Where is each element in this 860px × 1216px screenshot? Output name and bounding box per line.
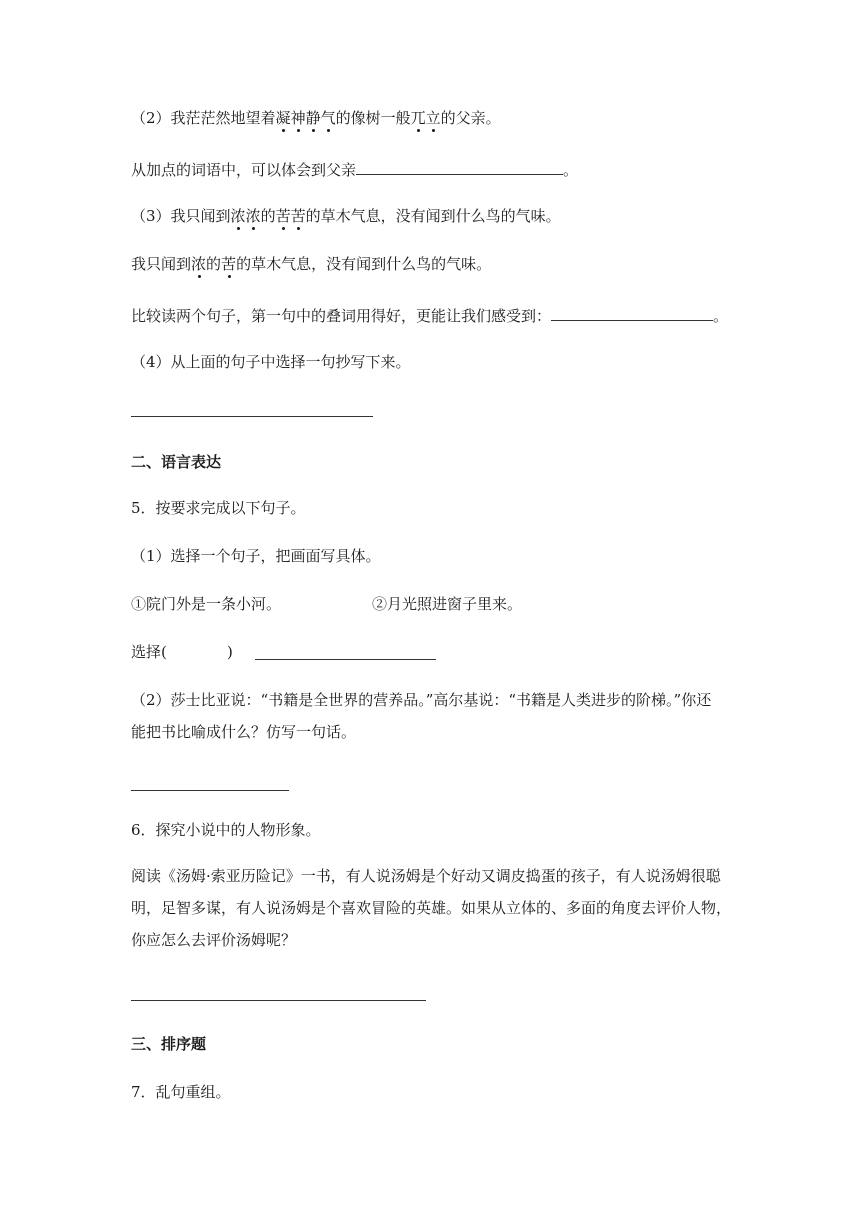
q5-option-1: ①院门外是一条小河。: [131, 595, 282, 613]
q4-2-sentence: [131, 108, 501, 128]
q4-2-text-b: 的像树一般: [335, 109, 411, 127]
dotted-word-ku: 苦: [221, 255, 237, 273]
q4-2-text-a: （2）我茫茫然地望着: [131, 109, 276, 127]
q5-sub1: （1）选择一个句子，把画面写具体。: [131, 547, 381, 565]
dotted-word-wuli: 兀立: [410, 109, 441, 127]
answer-line[interactable]: [131, 790, 289, 791]
answer-line[interactable]: [255, 659, 436, 660]
answer-blank[interactable]: [356, 160, 563, 175]
q6-para-line1: 阅读《汤姆·索亚历险记》一书，有人说汤姆是个好动又调皮捣蛋的孩子，有人说汤姆很聪: [131, 867, 721, 885]
answer-blank[interactable]: [551, 306, 713, 321]
q6-title: 6．探究小说中的人物形象。: [131, 821, 321, 839]
q4-3-2-text-b: 的: [206, 255, 222, 273]
answer-line[interactable]: [131, 416, 373, 417]
section-heading-2: 二、语言表达: [131, 453, 222, 471]
q4-2-prompt-end: 。: [563, 161, 579, 179]
q4-3-prompt-end: 。: [713, 307, 729, 325]
q5-choose-open: 选择(: [131, 643, 167, 661]
q5-option-2: ②月光照进窗子里来。: [372, 595, 523, 613]
q7-title: 7．乱句重组。: [131, 1083, 231, 1101]
q5-choose-close: ): [227, 643, 233, 661]
answer-line[interactable]: [131, 1000, 426, 1001]
q4-3-prompt-text: 比较读两个句子，第一句中的叠词用得好，更能让我们感受到：: [131, 307, 552, 325]
dotted-word-ningshenjingqi: 凝神静气: [275, 109, 336, 127]
section-heading-3: 三、排序题: [131, 1035, 207, 1053]
dotted-word-kuku: 苦苦: [275, 207, 306, 225]
q5-sub2-line1: （2）莎士比亚说：“书籍是全世界的营养品。”高尔基说：“书籍是人类进步的阶梯。”你还: [131, 691, 712, 709]
dotted-word-nong: 浓: [191, 255, 207, 273]
q4-3-2-text-a: 我只闻到: [131, 255, 192, 273]
q4-2-text-c: 的父亲。: [440, 109, 501, 127]
q6-para-line3: 你应怎么去评价汤姆呢？: [131, 931, 297, 949]
q5-sub2-line2: 能把书比喻成什么？仿写一句话。: [131, 723, 357, 741]
q4-3-2-text-c: 的草木气息，没有闻到什么鸟的气味。: [236, 255, 492, 273]
q4-3-text-b: 的: [260, 207, 276, 225]
dotted-word-nongnong: 浓浓: [230, 207, 261, 225]
q5-title: 5．按要求完成以下句子。: [131, 499, 306, 517]
q4-3-text-c: 的草木气息，没有闻到什么鸟的气味。: [305, 207, 561, 225]
q5-choose: [131, 642, 167, 662]
q4-3-text-a: （3）我只闻到: [131, 207, 231, 225]
q4-3-sentence-2: [131, 254, 491, 274]
q4-4-prompt: [131, 352, 411, 372]
q4-3-prompt: [131, 306, 728, 326]
q4-2-prompt: [131, 160, 578, 180]
q4-2-prompt-text: 从加点的词语中，可以体会到父亲: [131, 161, 357, 179]
q4-4-text: （4）从上面的句子中选择一句抄写下来。: [131, 353, 411, 371]
q6-para-line2: 明，足智多谋，有人说汤姆是个喜欢冒险的英雄。如果从立体的、多面的角度去评价人物，: [131, 899, 732, 917]
q4-3-sentence-1: [131, 206, 561, 226]
